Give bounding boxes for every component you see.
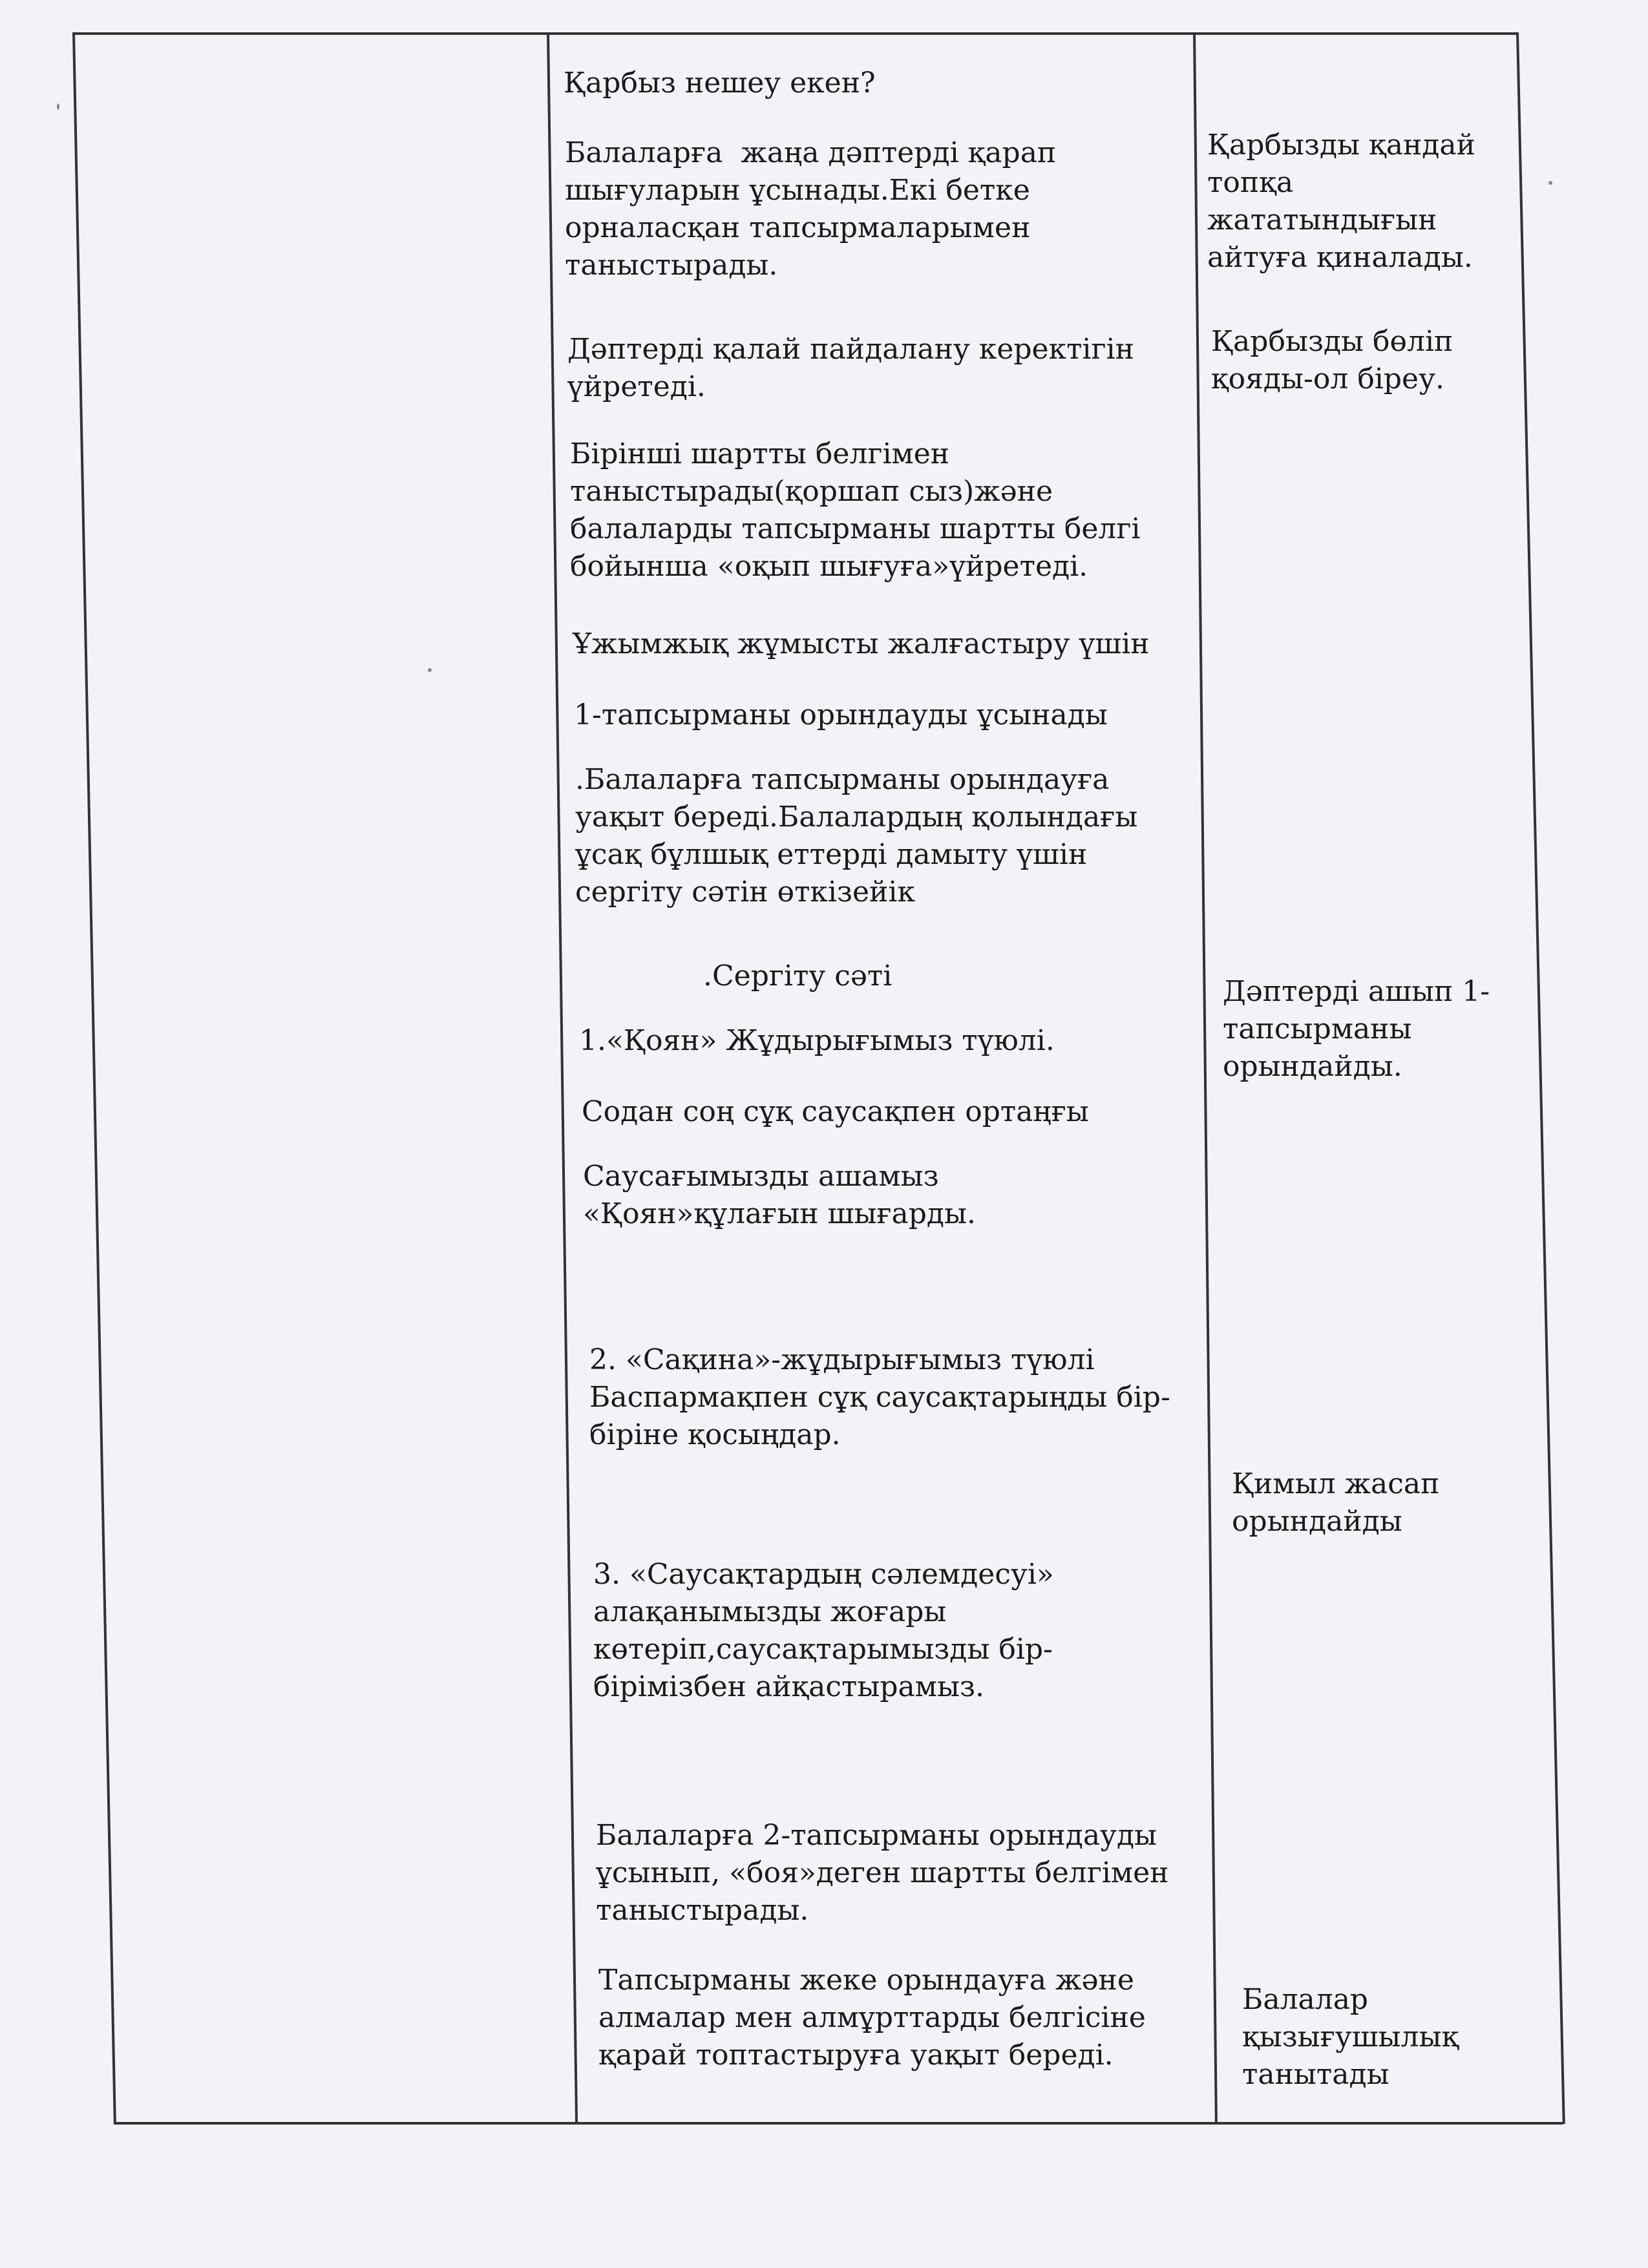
scan-speck (428, 668, 432, 672)
scan-speck (57, 103, 59, 110)
mid-paragraph-7: .Балаларға тапсырманы орындауға уақыт береді.Балалардың қолындағы ұсақ бұлшық еттерді дамыту үшін сергіту сәтін өткізейік (575, 763, 1138, 908)
scan-speck (1548, 181, 1552, 185)
mid-paragraph-11: Саусағымызды ашамыз «Қоян»құлағын шығарды. (583, 1160, 976, 1230)
mid-paragraph-5: Ұжымжық жұмысты жалғастыру үшін (573, 627, 1150, 660)
mid-paragraph-6: 1-тапсырманы орындауды ұсынады (574, 698, 1108, 731)
right-paragraph-4: Қимыл жасап орындайды (1232, 1467, 1440, 1538)
mid-paragraph-8: .Сергіту сәті (703, 960, 893, 992)
right-paragraph-5: Балалар қызығушылық танытады (1242, 1983, 1459, 2091)
table-bottom-border (114, 2122, 1563, 2125)
mid-paragraph-13: 3. «Саусақтардың сәлемдесуі» алақанымызды жоғары көтеріп,саусақтарымызды бір- бірімізбен айқастырамыз. (593, 1558, 1054, 1703)
mid-paragraph-12: 2. «Сақина»-жұдырығымыз түюлі Баспармақпен сұқ саусақтарыңды бір- біріне қосыңдар. (589, 1343, 1170, 1451)
right-paragraph-3: Дәптерді ашып 1- тапсырманы орындайды. (1223, 975, 1490, 1083)
mid-paragraph-1: Қарбыз нешеу екен? (564, 67, 876, 100)
right-paragraph-2: Қарбызды бөліп қояды-ол біреу. (1211, 325, 1453, 395)
mid-paragraph-15: Тапсырманы жеке орындауға және алмалар мен алмұрттарды белгісіне қарай топтастыруға уақыт береді. (598, 1964, 1146, 2072)
right-paragraph-1: Қарбызды қандай топқа жататындығын айтуға қиналады. (1207, 129, 1475, 274)
mid-paragraph-10: Содан соң сұқ саусақпен ортаңғы (582, 1095, 1089, 1128)
mid-paragraph-2: Балаларға жаңа дәптерді қарап шығуларын ұсынады.Екі бетке орналасқан тапсырмаларымен таныстырады. (565, 136, 1057, 282)
mid-paragraph-4: Бірінші шартты белгімен таныстырады(қоршап сыз)және балаларды тапсырманы шартты белгі бойынша «оқып шығуға»үйретеді. (570, 437, 1141, 583)
mid-paragraph-14: Балаларға 2-тапсырманы орындауды ұсынып, «боя»деген шартты белгімен таныстырады. (596, 1819, 1169, 1927)
table-top-border (72, 32, 1516, 35)
mid-paragraph-3: Дәптерді қалай пайдалану керектігін үйретеді. (567, 333, 1134, 403)
mid-paragraph-9: 1.«Қоян» Жұдырығымыз түюлі. (579, 1024, 1055, 1057)
